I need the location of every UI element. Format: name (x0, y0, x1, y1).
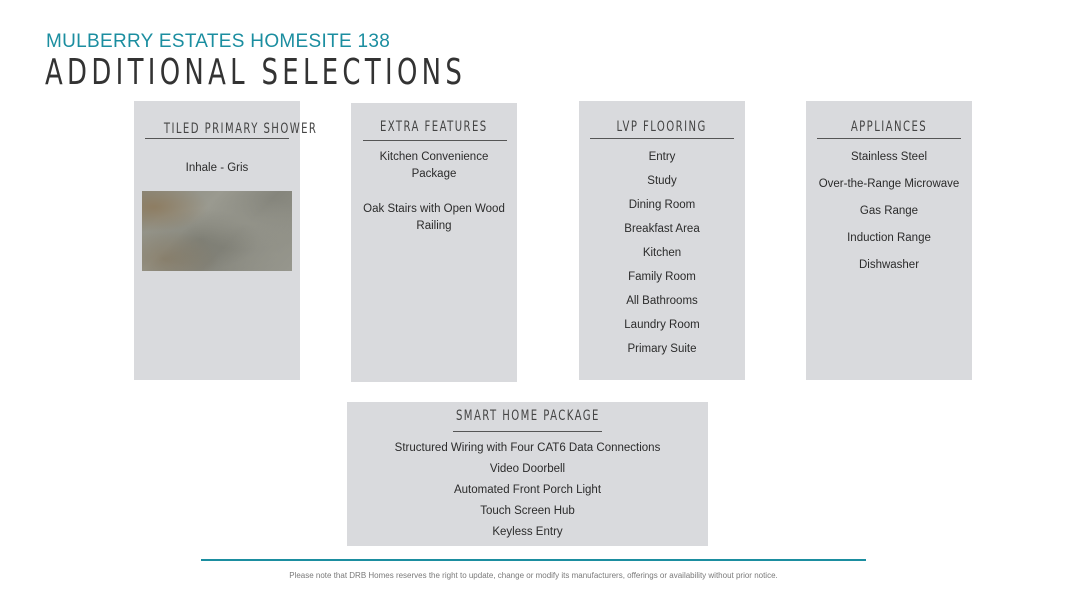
list-item: Primary Suite (627, 343, 697, 355)
list-item: Kitchen (642, 247, 682, 259)
card-divider (590, 138, 734, 139)
list-item: Video Doorbell (489, 463, 566, 475)
card-smart-home-package (347, 402, 708, 546)
card-appliances (806, 101, 972, 380)
list-item: Induction Range (847, 232, 931, 244)
card-divider (817, 138, 961, 139)
list-item: Railing (416, 220, 452, 232)
list-item: Automated Front Porch Light (453, 484, 602, 496)
list-item: Study (647, 175, 677, 187)
page-subtitle: MULBERRY ESTATES HOMESITE 138 (46, 31, 391, 52)
card-lvp-flooring (579, 101, 745, 380)
list-item: Breakfast Area (624, 223, 700, 235)
page-title: ADDITIONAL SELECTIONS (45, 52, 467, 93)
card-divider (363, 140, 507, 141)
list-item: All Bathrooms (626, 295, 698, 307)
card-title: EXTRA FEATURES (380, 119, 488, 135)
list-item: Laundry Room (624, 319, 700, 331)
list-item: Gas Range (859, 205, 919, 217)
list-item: Family Room (628, 271, 696, 283)
tile-swatch-image (142, 191, 292, 271)
list-item: Over-the-Range Microwave (818, 178, 960, 190)
footer-divider (201, 559, 866, 561)
list-item: Keyless Entry (492, 526, 563, 538)
list-item: Structured Wiring with Four CAT6 Data Connections (394, 442, 661, 454)
card-divider (453, 431, 602, 432)
list-item: Package (411, 168, 457, 180)
card-divider (145, 138, 289, 139)
list-item: Touch Screen Hub (480, 505, 575, 517)
disclaimer-text: Please note that DRB Homes reserves the right to update, change or modify its manufacturers, offerings or availability without prior notice. (289, 571, 778, 580)
card-title: SMART HOME PACKAGE (455, 408, 600, 424)
list-item: Kitchen Convenience (379, 151, 489, 163)
list-item: Entry (648, 151, 676, 163)
list-item: Stainless Steel (850, 151, 928, 163)
card-title: APPLIANCES (850, 119, 928, 135)
card-tiled-primary-shower (134, 101, 318, 380)
list-item: Inhale - Gris (185, 162, 249, 174)
list-item: Oak Stairs with Open Wood (363, 203, 505, 215)
list-item: Dishwasher (858, 259, 920, 271)
list-item: Dining Room (628, 199, 696, 211)
card-title: TILED PRIMARY SHOWER (163, 121, 318, 137)
card-extra-features (351, 103, 517, 382)
card-title: LVP FLOORING (616, 119, 708, 135)
